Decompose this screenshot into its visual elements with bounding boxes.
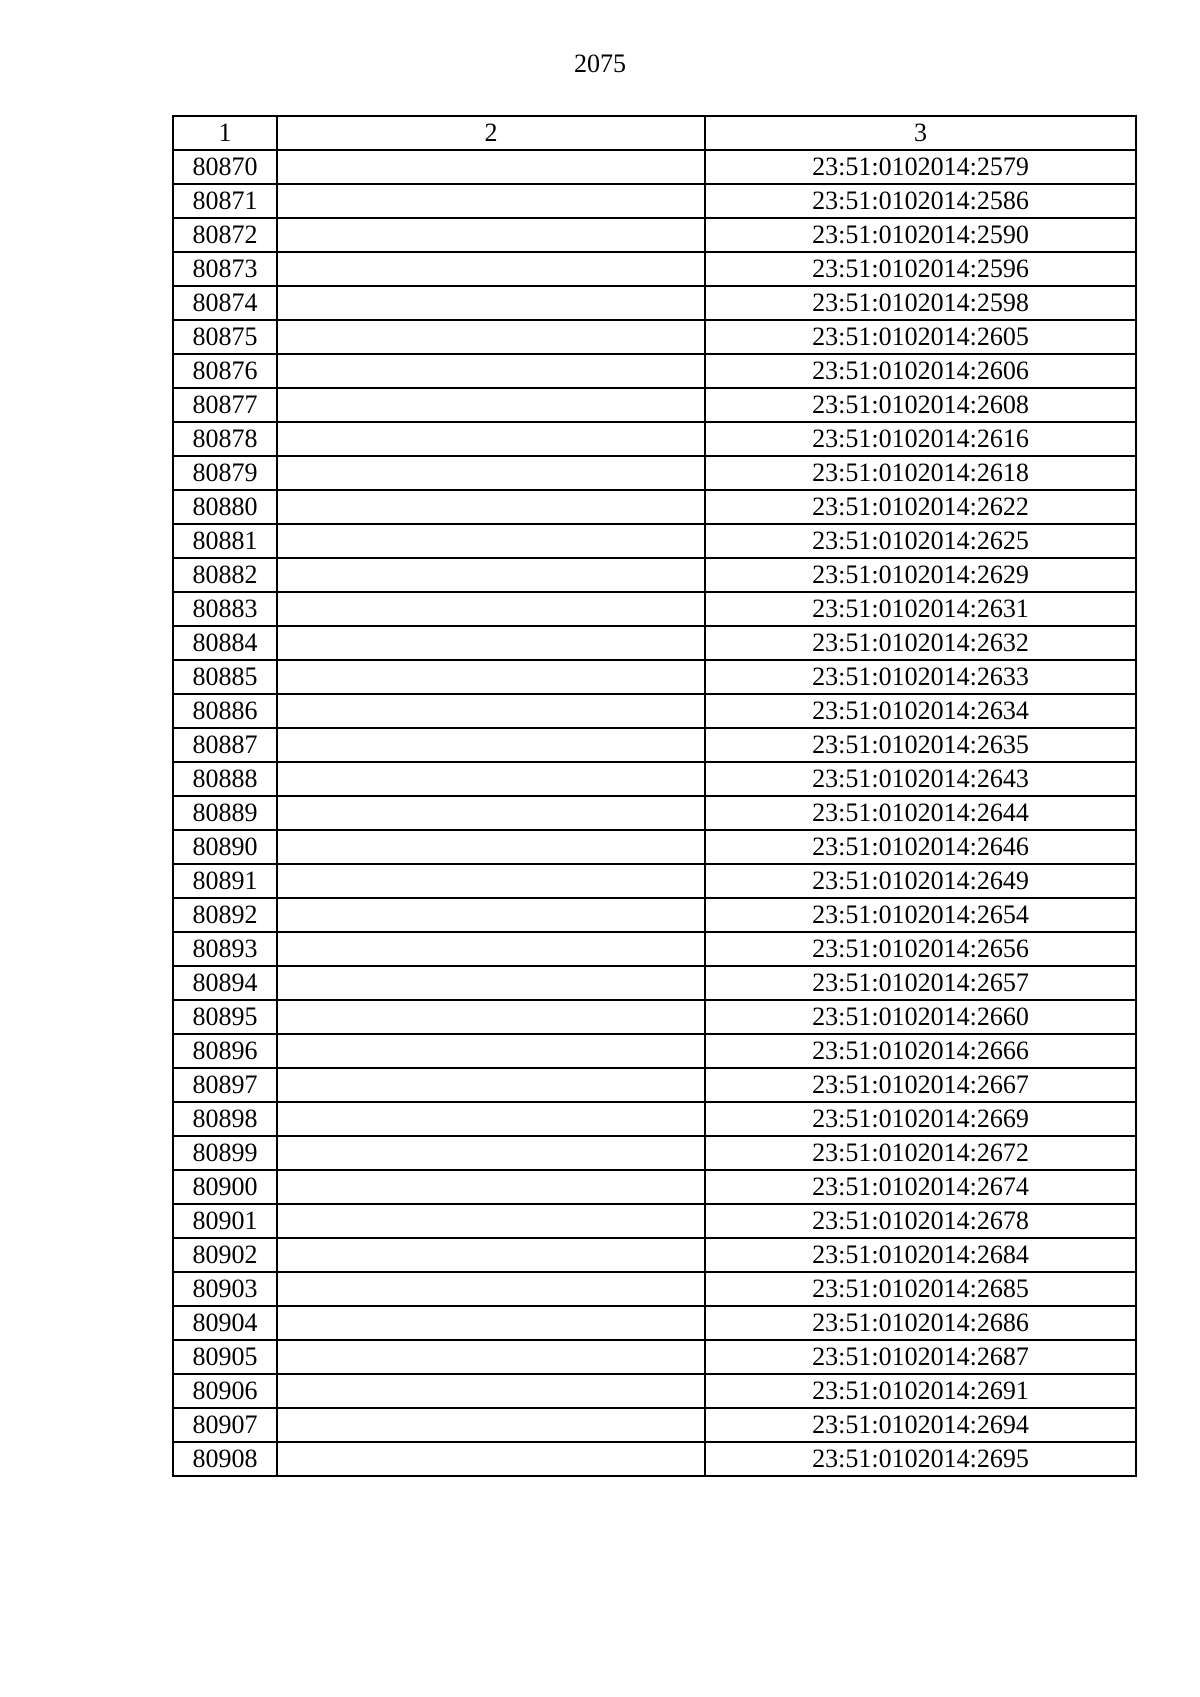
cadastral-number-cell: 23:51:0102014:2635 [705, 728, 1136, 762]
row-name-cell [277, 388, 705, 422]
row-name-cell [277, 1034, 705, 1068]
cadastral-number-cell: 23:51:0102014:2629 [705, 558, 1136, 592]
row-name-cell [277, 1408, 705, 1442]
table-header [173, 116, 1136, 150]
table-row [173, 1000, 1136, 1034]
row-number-cell: 80908 [173, 1442, 277, 1476]
table-row [173, 1204, 1136, 1238]
row-name-cell [277, 626, 705, 660]
table-row [173, 592, 1136, 626]
cadastral-number-cell: 23:51:0102014:2687 [705, 1340, 1136, 1374]
registry-table [172, 115, 1137, 1477]
column-header-3: 3 [705, 116, 1136, 150]
row-name-cell [277, 1170, 705, 1204]
row-name-cell [277, 524, 705, 558]
table-row [173, 320, 1136, 354]
row-name-cell [277, 966, 705, 1000]
cadastral-number-cell: 23:51:0102014:2598 [705, 286, 1136, 320]
table-row [173, 626, 1136, 660]
table-row [173, 660, 1136, 694]
cadastral-number-cell: 23:51:0102014:2586 [705, 184, 1136, 218]
row-number-cell: 80899 [173, 1136, 277, 1170]
row-number-cell: 80894 [173, 966, 277, 1000]
table-row [173, 354, 1136, 388]
cadastral-number-cell: 23:51:0102014:2618 [705, 456, 1136, 490]
table-row [173, 728, 1136, 762]
cadastral-number-cell: 23:51:0102014:2631 [705, 592, 1136, 626]
cadastral-number-cell: 23:51:0102014:2608 [705, 388, 1136, 422]
table-row [173, 218, 1136, 252]
row-name-cell [277, 456, 705, 490]
table-row [173, 524, 1136, 558]
cadastral-number-cell: 23:51:0102014:2622 [705, 490, 1136, 524]
cadastral-number-cell: 23:51:0102014:2695 [705, 1442, 1136, 1476]
table-row [173, 898, 1136, 932]
header-row [173, 116, 1136, 150]
cadastral-number-cell: 23:51:0102014:2625 [705, 524, 1136, 558]
row-name-cell [277, 796, 705, 830]
row-name-cell [277, 1374, 705, 1408]
row-number-cell: 80900 [173, 1170, 277, 1204]
row-name-cell [277, 898, 705, 932]
row-number-cell: 80904 [173, 1306, 277, 1340]
table-row [173, 966, 1136, 1000]
table-row [173, 762, 1136, 796]
cadastral-number-cell: 23:51:0102014:2643 [705, 762, 1136, 796]
table-row [173, 1136, 1136, 1170]
row-number-cell: 80888 [173, 762, 277, 796]
row-number-cell: 80878 [173, 422, 277, 456]
table-row [173, 558, 1136, 592]
cadastral-number-cell: 23:51:0102014:2667 [705, 1068, 1136, 1102]
cadastral-number-cell: 23:51:0102014:2674 [705, 1170, 1136, 1204]
row-number-cell: 80907 [173, 1408, 277, 1442]
row-number-cell: 80895 [173, 1000, 277, 1034]
table-row [173, 1374, 1136, 1408]
cadastral-number-cell: 23:51:0102014:2654 [705, 898, 1136, 932]
table-row [173, 1272, 1136, 1306]
table-row [173, 1170, 1136, 1204]
cadastral-number-cell: 23:51:0102014:2644 [705, 796, 1136, 830]
cadastral-number-cell: 23:51:0102014:2686 [705, 1306, 1136, 1340]
cadastral-number-cell: 23:51:0102014:2590 [705, 218, 1136, 252]
row-name-cell [277, 286, 705, 320]
table-row [173, 252, 1136, 286]
table-row [173, 830, 1136, 864]
row-name-cell [277, 592, 705, 626]
row-name-cell [277, 252, 705, 286]
row-name-cell [277, 1204, 705, 1238]
row-name-cell [277, 830, 705, 864]
row-number-cell: 80903 [173, 1272, 277, 1306]
cadastral-number-cell: 23:51:0102014:2605 [705, 320, 1136, 354]
column-header-1: 1 [173, 116, 277, 150]
row-number-cell: 80901 [173, 1204, 277, 1238]
table-row [173, 796, 1136, 830]
column-header-2: 2 [277, 116, 705, 150]
row-number-cell: 80880 [173, 490, 277, 524]
row-name-cell [277, 422, 705, 456]
row-number-cell: 80906 [173, 1374, 277, 1408]
table-row [173, 456, 1136, 490]
cadastral-number-cell: 23:51:0102014:2669 [705, 1102, 1136, 1136]
row-name-cell [277, 1000, 705, 1034]
row-number-cell: 80885 [173, 660, 277, 694]
table-row [173, 490, 1136, 524]
row-number-cell: 80882 [173, 558, 277, 592]
row-name-cell [277, 1306, 705, 1340]
cadastral-number-cell: 23:51:0102014:2656 [705, 932, 1136, 966]
table-row [173, 150, 1136, 184]
row-number-cell: 80875 [173, 320, 277, 354]
cadastral-number-cell: 23:51:0102014:2633 [705, 660, 1136, 694]
row-name-cell [277, 864, 705, 898]
cadastral-number-cell: 23:51:0102014:2685 [705, 1272, 1136, 1306]
row-number-cell: 80879 [173, 456, 277, 490]
row-number-cell: 80887 [173, 728, 277, 762]
row-number-cell: 80896 [173, 1034, 277, 1068]
row-number-cell: 80892 [173, 898, 277, 932]
row-number-cell: 80889 [173, 796, 277, 830]
cadastral-number-cell: 23:51:0102014:2596 [705, 252, 1136, 286]
row-number-cell: 80872 [173, 218, 277, 252]
cadastral-number-cell: 23:51:0102014:2616 [705, 422, 1136, 456]
table-body [173, 150, 1136, 1476]
row-name-cell [277, 762, 705, 796]
cadastral-number-cell: 23:51:0102014:2691 [705, 1374, 1136, 1408]
row-name-cell [277, 1340, 705, 1374]
table-row [173, 1238, 1136, 1272]
row-name-cell [277, 1136, 705, 1170]
table-row [173, 388, 1136, 422]
table-row [173, 422, 1136, 456]
row-number-cell: 80877 [173, 388, 277, 422]
cadastral-number-cell: 23:51:0102014:2694 [705, 1408, 1136, 1442]
table-row [173, 864, 1136, 898]
cadastral-number-cell: 23:51:0102014:2684 [705, 1238, 1136, 1272]
cadastral-number-cell: 23:51:0102014:2646 [705, 830, 1136, 864]
row-name-cell [277, 320, 705, 354]
table-row [173, 1034, 1136, 1068]
cadastral-number-cell: 23:51:0102014:2579 [705, 150, 1136, 184]
row-number-cell: 80883 [173, 592, 277, 626]
table-row [173, 286, 1136, 320]
cadastral-number-cell: 23:51:0102014:2632 [705, 626, 1136, 660]
row-name-cell [277, 184, 705, 218]
row-name-cell [277, 558, 705, 592]
table-row [173, 1068, 1136, 1102]
row-name-cell [277, 354, 705, 388]
row-name-cell [277, 1102, 705, 1136]
table-row [173, 932, 1136, 966]
row-number-cell: 80881 [173, 524, 277, 558]
page-number: 2075 [574, 49, 626, 78]
cadastral-number-cell: 23:51:0102014:2634 [705, 694, 1136, 728]
cadastral-number-cell: 23:51:0102014:2657 [705, 966, 1136, 1000]
table-row [173, 1102, 1136, 1136]
row-name-cell [277, 1272, 705, 1306]
row-name-cell [277, 1068, 705, 1102]
row-number-cell: 80890 [173, 830, 277, 864]
table-row [173, 694, 1136, 728]
table-row [173, 184, 1136, 218]
cadastral-number-cell: 23:51:0102014:2678 [705, 1204, 1136, 1238]
table-row [173, 1408, 1136, 1442]
row-number-cell: 80902 [173, 1238, 277, 1272]
row-number-cell: 80871 [173, 184, 277, 218]
row-number-cell: 80891 [173, 864, 277, 898]
row-name-cell [277, 660, 705, 694]
row-name-cell [277, 218, 705, 252]
row-name-cell [277, 1238, 705, 1272]
row-name-cell [277, 490, 705, 524]
cadastral-number-cell: 23:51:0102014:2660 [705, 1000, 1136, 1034]
row-number-cell: 80897 [173, 1068, 277, 1102]
row-name-cell [277, 728, 705, 762]
cadastral-number-cell: 23:51:0102014:2649 [705, 864, 1136, 898]
row-number-cell: 80905 [173, 1340, 277, 1374]
row-number-cell: 80870 [173, 150, 277, 184]
table-row [173, 1306, 1136, 1340]
cadastral-number-cell: 23:51:0102014:2606 [705, 354, 1136, 388]
cadastral-number-cell: 23:51:0102014:2672 [705, 1136, 1136, 1170]
table-row [173, 1442, 1136, 1476]
row-number-cell: 80886 [173, 694, 277, 728]
row-name-cell [277, 150, 705, 184]
row-number-cell: 80884 [173, 626, 277, 660]
row-number-cell: 80874 [173, 286, 277, 320]
row-number-cell: 80893 [173, 932, 277, 966]
row-name-cell [277, 932, 705, 966]
table-row [173, 1340, 1136, 1374]
row-name-cell [277, 1442, 705, 1476]
cadastral-number-cell: 23:51:0102014:2666 [705, 1034, 1136, 1068]
row-number-cell: 80873 [173, 252, 277, 286]
row-number-cell: 80876 [173, 354, 277, 388]
row-name-cell [277, 694, 705, 728]
row-number-cell: 80898 [173, 1102, 277, 1136]
